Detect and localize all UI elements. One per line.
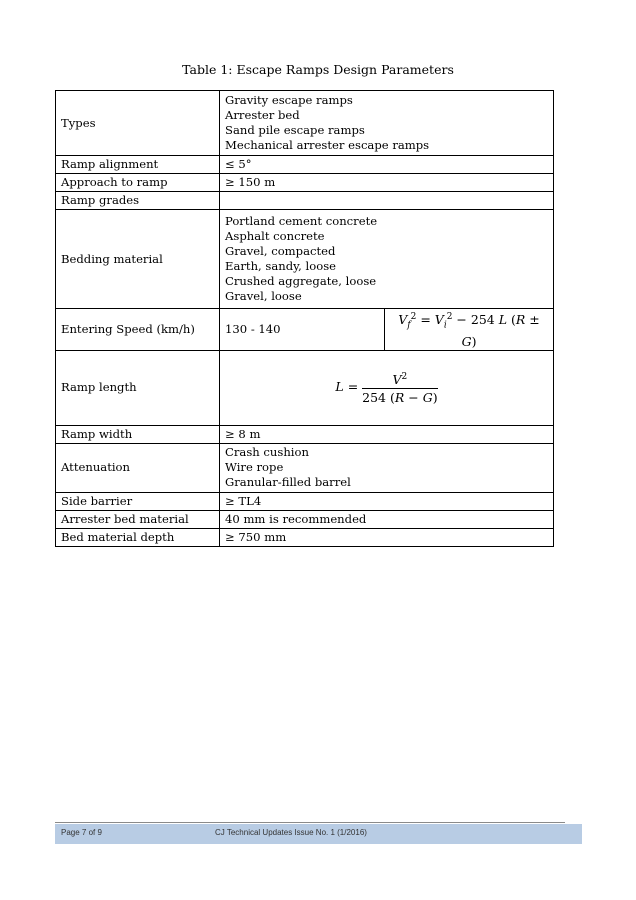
row-value xyxy=(220,192,554,210)
row-value: 130 - 140 xyxy=(220,309,385,351)
type-item: Mechanical arrester escape ramps xyxy=(225,138,430,152)
row-label: Bedding material xyxy=(56,210,220,309)
row-value: ≥ 150 m xyxy=(220,174,554,192)
row-value xyxy=(220,210,554,309)
table-row xyxy=(56,443,554,492)
table-row xyxy=(56,350,554,425)
table-row xyxy=(56,156,554,174)
table-row xyxy=(56,192,554,210)
row-value: ≥ 750 mm xyxy=(220,528,554,546)
speed-formula: $V_f^2 = V_i^2 - 254$ L (R ± G) xyxy=(385,309,554,351)
row-label: Approach to ramp xyxy=(56,174,220,192)
row-value: ≥ 8 m xyxy=(220,425,554,443)
row-value: ≥ TL4 xyxy=(220,492,554,510)
row-label: Ramp grades xyxy=(56,192,220,210)
bedding-item: Gravel, compacted xyxy=(225,244,336,258)
fraction: $\frac{V^2}{254 (R - G)}$ xyxy=(362,372,438,406)
table-caption: Table 1: Escape Ramps Design Parameters xyxy=(182,62,454,77)
table-row xyxy=(56,210,554,309)
attenuation-item: Crash cushion xyxy=(225,445,309,460)
table-row xyxy=(56,425,554,443)
bedding-item: Earth, sandy, loose xyxy=(225,259,337,273)
table-row xyxy=(56,174,554,192)
length-formula: L = $\frac{V^2}{254 (R - G)}$ xyxy=(220,350,554,425)
row-label: Side barrier xyxy=(56,492,220,510)
bedding-item: Asphalt concrete xyxy=(225,229,325,243)
row-label: Ramp alignment xyxy=(56,156,220,174)
table-row xyxy=(56,91,554,156)
page-footer xyxy=(55,824,582,844)
row-label: Bed material depth xyxy=(56,528,220,546)
table-row xyxy=(56,510,554,528)
row-value xyxy=(220,443,554,492)
issue-label: CJ Technical Updates Issue No. 1 (1/2016) xyxy=(215,828,367,837)
attenuation-item: Granular-filled barrel xyxy=(225,475,351,490)
row-label: Types xyxy=(56,91,220,156)
attenuation-item: Wire rope xyxy=(225,460,284,475)
page-number: Page 7 of 9 xyxy=(61,828,102,837)
row-label: Arrester bed material xyxy=(56,510,220,528)
type-item: Sand pile escape ramps xyxy=(225,123,365,137)
row-value xyxy=(220,91,554,156)
row-value: ≤ 5° xyxy=(220,156,554,174)
table-row xyxy=(56,309,554,351)
design-parameters-table xyxy=(55,90,554,547)
table-row xyxy=(56,528,554,546)
table-row xyxy=(56,492,554,510)
row-label: Entering Speed (km/h) xyxy=(56,309,220,351)
type-item: Arrester bed xyxy=(225,108,300,122)
row-label: Ramp width xyxy=(56,425,220,443)
bedding-item: Portland cement concrete xyxy=(225,214,378,228)
row-value: 40 mm is recommended xyxy=(220,510,554,528)
bedding-item: Gravel, loose xyxy=(225,289,302,303)
type-item: Gravity escape ramps xyxy=(225,93,353,107)
row-label: Attenuation xyxy=(56,443,220,492)
footer-divider xyxy=(55,822,565,823)
bedding-item: Crushed aggregate, loose xyxy=(225,274,377,288)
row-label: Ramp length xyxy=(56,350,220,425)
